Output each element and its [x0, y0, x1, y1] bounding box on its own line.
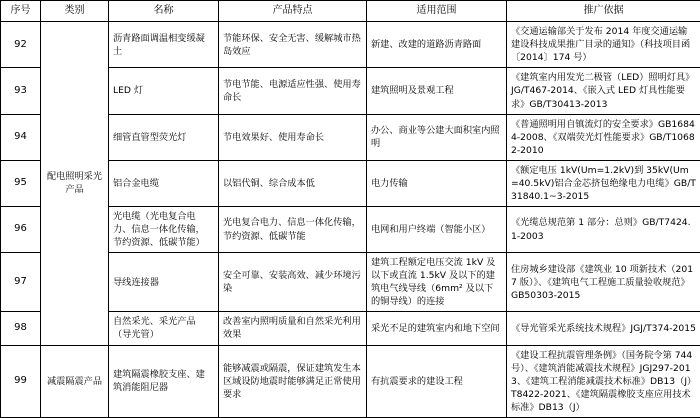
cell-basis: 《导光管采光系统技术规程》JGJ/T374-2015 — [507, 312, 700, 345]
cell-basis: 《建设工程抗震管理条例》（国务院令第 744 号）、《建筑消能减震技术规程》JGJ297-2013、《建筑工程消能减震技术标准》DB13（J）T8422-2021、《建筑隔震橡胶支座应用技术标准》DB13（J） — [507, 345, 700, 417]
cell-scope: 办公、商业等公建大面积室内照明 — [367, 114, 507, 160]
cell-name: LED 灯 — [109, 68, 219, 114]
cell-features: 以铝代铜、综合成本低 — [219, 160, 367, 206]
cell-num: 94 — [1, 114, 41, 160]
cell-features: 光电复合电力、信息一体化传输，节约资源、低碳节能 — [219, 206, 367, 252]
cell-scope: 采光不足的建筑室内和地下空间 — [367, 312, 507, 345]
header-cell-name: 名称 — [109, 1, 219, 22]
table-row — [1, 22, 700, 68]
cell-features: 节能环保、安全无害、缓解城市热岛效应 — [219, 22, 367, 68]
cell-features: 节电节能、电源适应性强、使用寿命长 — [219, 68, 367, 114]
table-body — [1, 22, 700, 418]
cell-scope: 有抗震要求的建设工程 — [367, 345, 507, 417]
cell-basis: 住房城乡建设部《建筑业 10 项新技术（2017 版）》、《建筑电气工程施工质量验收规范》GB50303-2015 — [507, 253, 700, 312]
table-row — [1, 345, 700, 417]
cell-name: 导线连接器 — [109, 253, 219, 312]
cell-name: 细管直管型荧光灯 — [109, 114, 219, 160]
cell-features: 安全可靠、安装高效、减少环境污染 — [219, 253, 367, 312]
cell-num: 97 — [1, 253, 41, 312]
cell-name: 自然采光、采光产品（导光管） — [109, 312, 219, 345]
cell-scope: 电网和用户终端（智能小区） — [367, 206, 507, 252]
cell-name: 光电缆（光电复合电力、信息一体化传输，节约资源、低碳节能） — [109, 206, 219, 252]
header-cell-num: 序号 — [1, 1, 41, 22]
header-cell-category: 类别 — [41, 1, 109, 22]
table-header — [1, 1, 700, 22]
cell-num: 96 — [1, 206, 41, 252]
cell-num: 95 — [1, 160, 41, 206]
cell-basis: 《建筑室内用发光二极管（LED）照明灯具》JG/T467-2014、《嵌入式 LED 灯具性能要求》GB/T30413-2013 — [507, 68, 700, 114]
header-cell-scope: 适用范围 — [367, 1, 507, 22]
cell-basis: 《交通运输部关于发布 2014 年度交通运输建设科技成果推广目录的通知》（科技项目函〔2014〕174 号） — [507, 22, 700, 68]
header-cell-basis: 推广依据 — [507, 1, 700, 22]
cell-name: 建筑隔震橡胶支座、建筑消能阻尼器 — [109, 345, 219, 417]
cell-scope: 新建、改建的道路沥青路面 — [367, 22, 507, 68]
cell-features: 能够减震或隔震，保证建筑发生本区域设防地震时能够满足正常使用要求 — [219, 345, 367, 417]
cell-num: 99 — [1, 345, 41, 417]
cell-features: 改善室内照明质量和自然采光利用效果 — [219, 312, 367, 345]
cell-category: 配电照明采光产品 — [41, 22, 109, 345]
cell-num: 93 — [1, 68, 41, 114]
header-cell-features: 产品特点 — [219, 1, 367, 22]
cell-scope: 建筑工程额定电压交流 1kV 及以下或直流 1.5kV 及以下的建筑电气线导线（6mm² 及以下的铜导线）的连接 — [367, 253, 507, 312]
header-row — [1, 1, 700, 22]
cell-num: 92 — [1, 22, 41, 68]
cell-basis: 《额定电压 1kV(Um=1.2kV)到 35kV(Um=40.5kV)铝合金芯挤包绝缘电力电缆》GB/T31840.1~3-2015 — [507, 160, 700, 206]
cell-name: 铝合金电缆 — [109, 160, 219, 206]
cell-num: 98 — [1, 312, 41, 345]
cell-basis: 《光缆总规范第 1 部分：总则》GB/T7424.1-2003 — [507, 206, 700, 252]
cell-scope: 建筑照明及景观工程 — [367, 68, 507, 114]
cell-name: 沥青路面调温相变缓凝土 — [109, 22, 219, 68]
cell-basis: 《普通照明用自镇流灯的安全要求》GB16844-2008、《双端荧光灯性能要求》GB/T10682-2010 — [507, 114, 700, 160]
cell-scope: 电力传输 — [367, 160, 507, 206]
cell-features: 节电效果好、使用寿命长 — [219, 114, 367, 160]
cell-category: 减震隔震产品 — [41, 345, 109, 417]
